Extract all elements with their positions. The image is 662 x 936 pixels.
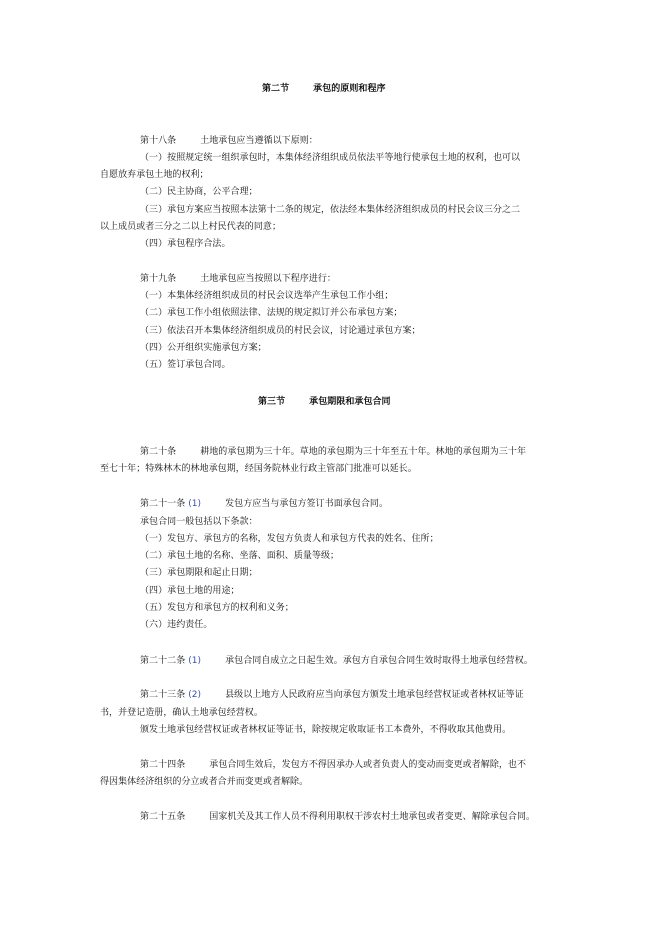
section-heading <box>258 396 391 408</box>
article-number: 第二十二条 <box>140 656 186 666</box>
article-item: （六）违约责任。 <box>140 620 213 630</box>
article-item: （二）承包工作小组依照法律、法规的规定拟订并公布承包方案； <box>140 308 403 318</box>
article-number: 第二十四条 <box>140 760 186 770</box>
article-item: （四）承包程序合法。 <box>140 239 231 249</box>
article-intro: 国家机关及其工作人员不得利用职权干涉农村土地承包或者变更、解除承包合同。 <box>209 812 536 822</box>
article-item: （一）本集体经济组织成员的村民会议选举产生承包工作小组； <box>140 291 394 301</box>
article-item: （三）依法召开本集体经济组织成员的村民会议，讨论通过承包方案； <box>140 326 421 336</box>
article-heading <box>140 759 526 771</box>
article-intro: 耕地的承包期为三十年。草地的承包期为三十年至五十年。林地的承包期为三十年 <box>200 447 527 457</box>
article-item: 至七十年；特殊林木的林地承包期，经国务院林业行政主管部门批准可以延长。 <box>100 464 417 474</box>
article-number: 第二十五条 <box>140 812 186 822</box>
article-item: （二）民主协商，公平合理； <box>140 187 258 197</box>
article-item: 得因集体经济组织的分立或者合并而变更或者解除。 <box>100 777 309 787</box>
section-heading <box>262 83 386 95</box>
article-heading <box>140 811 535 823</box>
article-intro: 土地承包应当按照以下程序进行： <box>200 274 336 284</box>
article-number: 第十九条 <box>140 274 177 284</box>
article-heading <box>140 273 336 285</box>
article-intro: 土地承包应当遵循以下原则： <box>200 136 318 146</box>
article-intro: 县级以上地方人民政府应当向承包方颁发土地承包经营权证或者林权证等证 <box>225 690 524 700</box>
article-number: 第二十条 <box>140 447 177 457</box>
article-item: 自愿放弃承包土地的权利； <box>100 170 209 180</box>
article-item: 书，并登记造册，确认土地承包经营权。 <box>100 708 263 718</box>
article-number: 第二十三条 <box>140 690 186 700</box>
article-item: （一）发包方、承包方的名称，发包方负责人和承包方代表的姓名、住所； <box>140 534 439 544</box>
article-heading <box>140 135 318 147</box>
article-item: （五）签订承包合同。 <box>140 360 231 370</box>
section-title: 承包期限和承包合同 <box>309 397 391 407</box>
article-intro: 承包合同生效后，发包方不得因承办人或者负责人的变动而变更或者解除，也不 <box>209 760 527 770</box>
section-title: 承包的原则和程序 <box>313 84 386 94</box>
article-heading <box>140 689 524 701</box>
article-item: （二）承包土地的名称、坐落、面积、质量等级； <box>140 551 340 561</box>
article-item: （四）公开组织实施承包方案； <box>140 343 267 353</box>
article-heading <box>140 655 533 667</box>
article-heading <box>140 498 388 510</box>
footnote-ref-link[interactable]: (1) <box>188 656 202 666</box>
section-number: 第二节 <box>262 84 290 94</box>
footnote-ref-link[interactable]: (1) <box>188 499 202 509</box>
article-item: （三）承包期限和起止日期； <box>140 568 258 578</box>
article-item: （三）承包方案应当按照本法第十二条的规定，依法经本集体经济组织成员的村民会议三分之二 <box>140 205 521 215</box>
article-item: 承包合同一般包括以下条款： <box>140 517 258 527</box>
article-item: （一）按照规定统一组织承包时，本集体经济组织成员依法平等地行使承包土地的权利，也可以 <box>140 153 521 163</box>
footnote-ref-link[interactable]: (2) <box>188 690 202 700</box>
article-item: （四）承包土地的用途； <box>140 586 240 596</box>
section-number: 第三节 <box>258 397 286 407</box>
article-item: 颁发土地承包经营权证或者林权证等证书，除按规定收取证书工本费外，不得收取其他费用。 <box>140 725 512 735</box>
article-number: 第十八条 <box>140 136 177 146</box>
article-intro: 承包合同自成立之日起生效。承包方自承包合同生效时取得土地承包经营权。 <box>225 656 533 666</box>
article-number: 第二十一条 <box>140 499 186 509</box>
article-item: 以上成员或者三分之二以上村民代表的同意； <box>100 222 282 232</box>
article-heading <box>140 446 526 458</box>
article-item: （五）发包方和承包方的权利和义务； <box>140 603 294 613</box>
article-intro: 发包方应当与承包方签订书面承包合同。 <box>225 499 388 509</box>
